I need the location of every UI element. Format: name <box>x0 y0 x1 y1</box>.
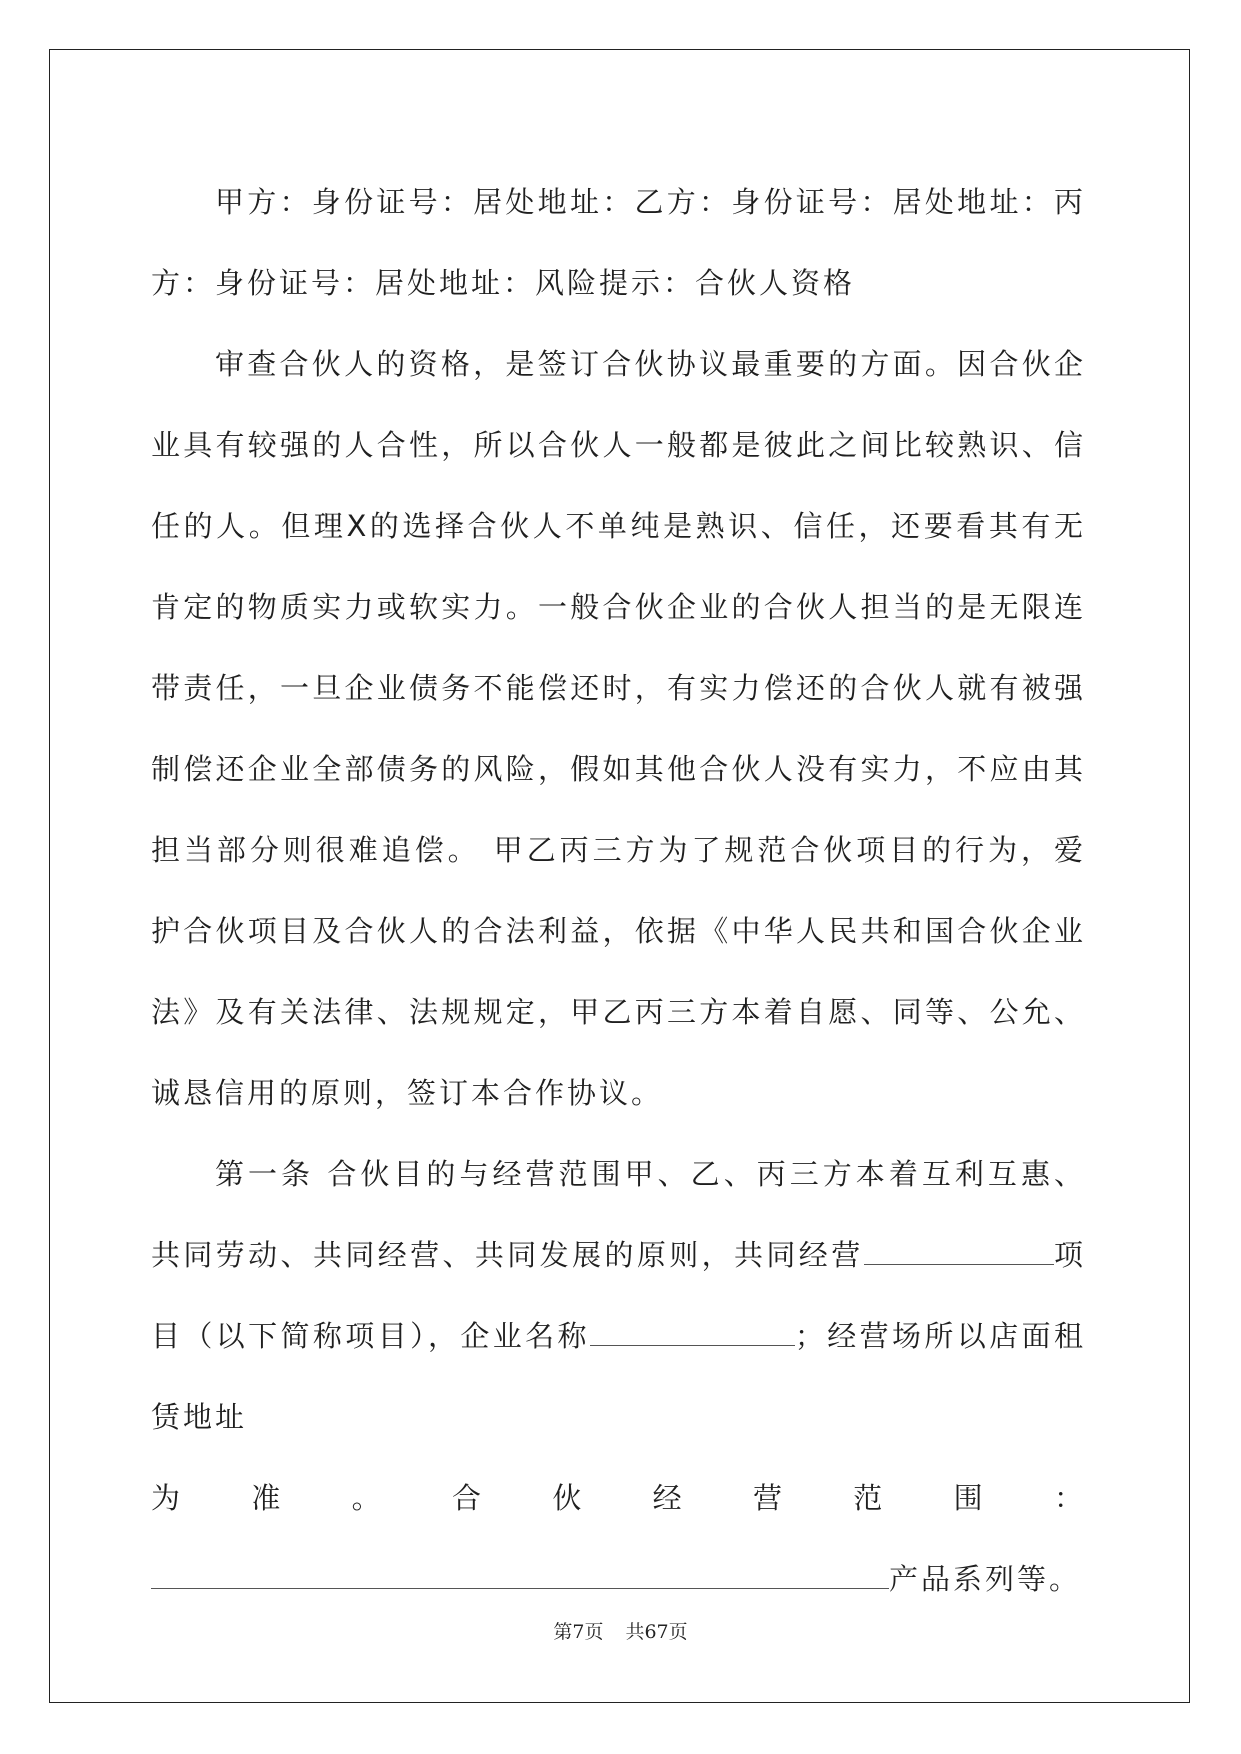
qualification-paragraph: 审查合伙人的资格，是签订合伙协议最重要的方面。因合伙企业具有较强的人合性，所以合伙人一般都是彼此之间比较熟识、信任的人。但理X的选择合伙人不单纯是熟识、信任，还要看其有无肯定的物质实力或软实力。一般合伙企业的合伙人担当的是无限连带责任，一旦企业债务不能偿还时，有实力偿还的合伙人就有被强制偿还企业全部债务的风险，假如其他合伙人没有实力，不应由其担当部分则很难追偿。 甲乙丙三方为了规范合伙项目的行为，爱护合伙项目及合伙人的合法利益，依据《中华人民共和国合伙企业法》及有关法律、法规规定，甲乙丙三方本着自愿、同等、公允、诚恳信用的原则，签订本合作协议。 <box>151 347 1086 1110</box>
document-body <box>151 162 1086 1620</box>
article-1-text-b: 项目（以下简称项目），企业名称 <box>151 1238 1086 1353</box>
scope-char: ： <box>1053 1481 1086 1515</box>
scope-char: 围 <box>953 1481 986 1515</box>
article-1-text-c: ；经营场所以店面租赁地址 <box>151 1319 1086 1434</box>
scope-char: 伙 <box>552 1481 585 1515</box>
company-name-blank <box>590 1319 795 1346</box>
scope-char: 。 <box>351 1481 384 1515</box>
business-scope-tail <box>151 1539 1086 1620</box>
scope-char: 营 <box>752 1481 785 1515</box>
page-number: 第7页 <box>553 1621 604 1643</box>
page-total: 共67页 <box>625 1621 688 1643</box>
scope-ending: 产品系列等。 <box>889 1562 1082 1596</box>
scope-char: 为 <box>151 1481 184 1515</box>
page-footer <box>0 1617 1241 1644</box>
business-scope-line <box>151 1458 1086 1539</box>
scope-char: 准 <box>251 1481 284 1515</box>
article-1-text-a: 第一条 合伙目的与经营范围甲、乙、丙三方本着互利互惠、共同劳动、共同经营、共同发展的原则，共同经营 <box>151 1157 1086 1272</box>
business-scope-blank <box>151 1562 889 1589</box>
project-name-blank <box>864 1238 1054 1265</box>
article-1-paragraph <box>151 1134 1086 1458</box>
scope-char: 合 <box>451 1481 484 1515</box>
scope-char: 范 <box>853 1481 886 1515</box>
parties-paragraph: 甲方：身份证号：居处地址：乙方：身份证号：居处地址：丙方：身份证号：居处地址：风险提示：合伙人资格 <box>151 185 1086 300</box>
scope-char: 经 <box>652 1481 685 1515</box>
